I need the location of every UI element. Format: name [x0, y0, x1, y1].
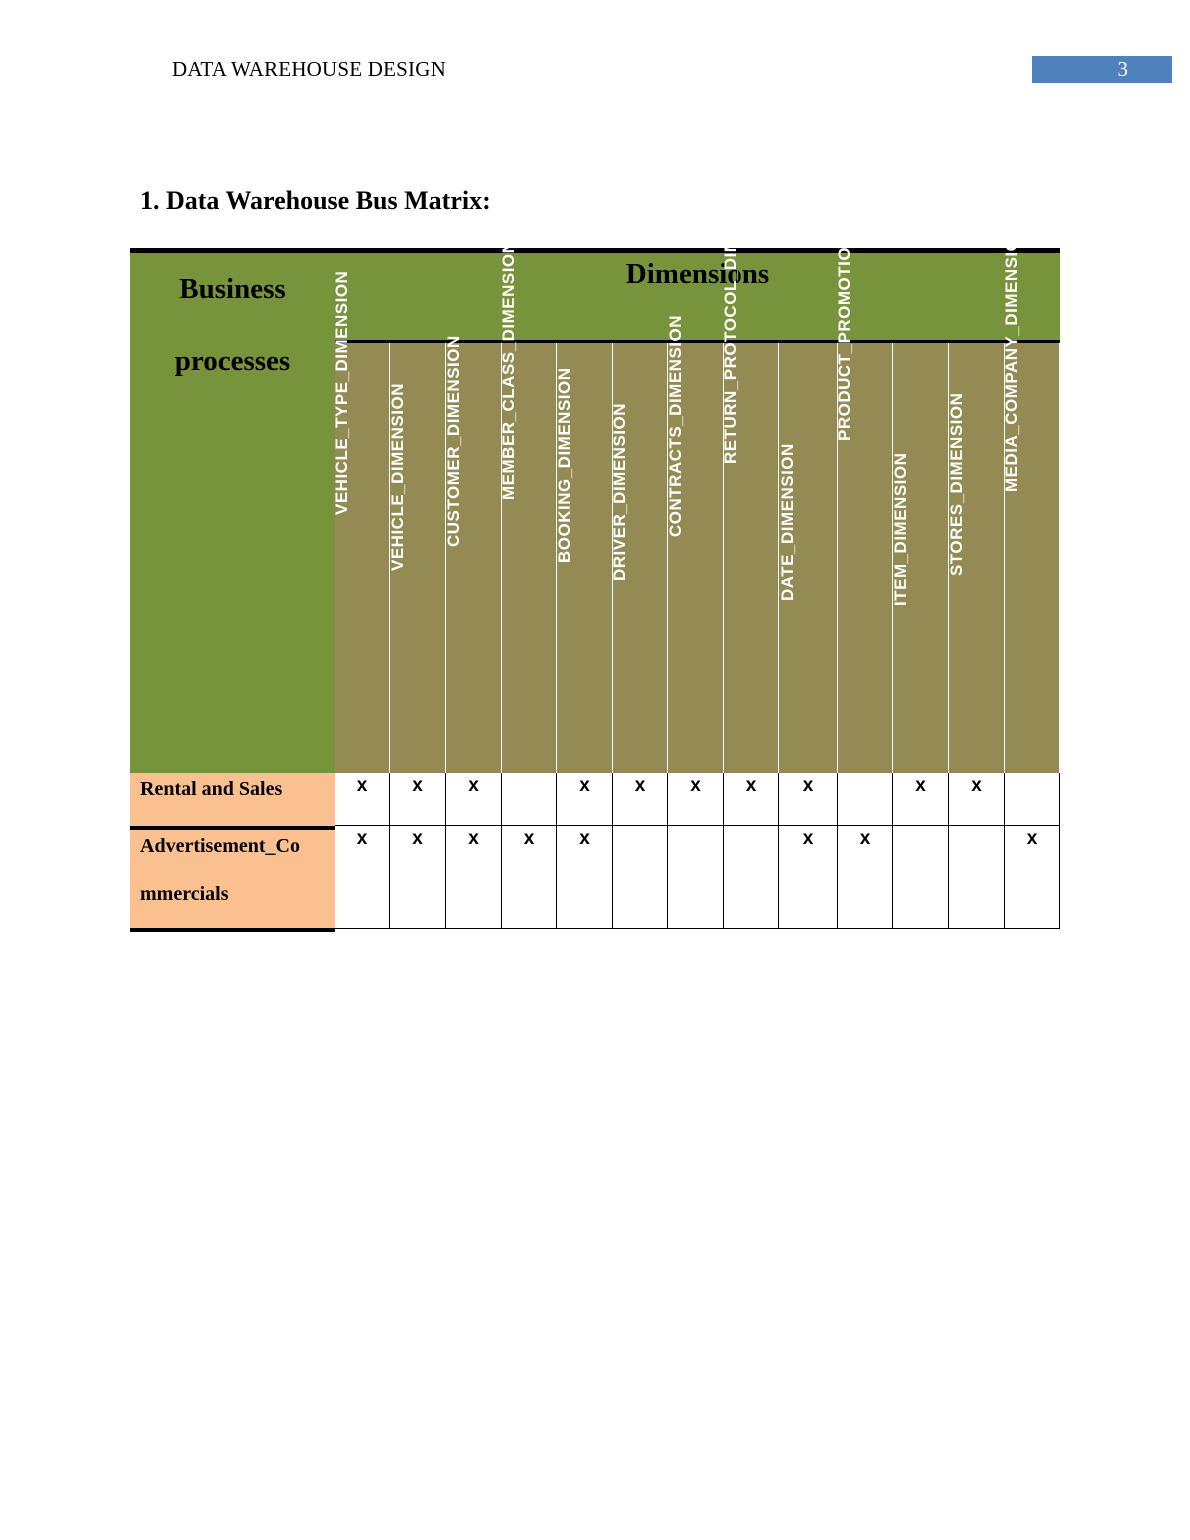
section-heading: 1. Data Warehouse Bus Matrix:: [140, 186, 491, 215]
matrix-cell: x: [779, 773, 838, 826]
process-row-label: [130, 773, 335, 826]
matrix-cell: [724, 826, 779, 929]
matrix-cell: x: [893, 773, 949, 826]
dimension-label: BOOKING_DIMENSION: [554, 367, 574, 564]
matrix-cell: x: [557, 773, 613, 826]
dimension-header-cell: [554, 343, 613, 773]
dimension-label: MEDIA_COMPANY_DIMENSION: [1002, 224, 1021, 492]
matrix-cell: x: [613, 773, 668, 826]
dimension-label: DATE_DIMENSION: [778, 443, 797, 602]
matrix-cell: [949, 826, 1005, 929]
dimension-label: STORES_DIMENSION: [946, 392, 966, 576]
dimension-header-cell: [499, 240, 557, 773]
process-label-line: mmercials: [140, 883, 229, 905]
matrix-cell: [893, 826, 949, 929]
dimension-header-cell: [946, 343, 1005, 773]
matrix-cell: x: [838, 826, 893, 929]
matrix-cell: x: [390, 773, 446, 826]
matrix-cell: [613, 826, 668, 929]
matrix-cell: x: [446, 826, 502, 929]
dimension-header-cell: [332, 270, 390, 773]
dimension-label: DRIVER_DIMENSION: [610, 402, 629, 581]
matrix-cell: x: [446, 773, 502, 826]
dimension-header-cell: [387, 343, 446, 773]
matrix-cell: [668, 826, 724, 929]
business-processes-header-cell: [130, 253, 335, 773]
matrix-cell: x: [335, 773, 390, 826]
matrix-cell: x: [335, 826, 390, 929]
matrix-cell: [838, 773, 893, 826]
dimension-header-cell: [890, 343, 949, 773]
matrix-cell: x: [949, 773, 1005, 826]
matrix-grid: [335, 773, 1060, 929]
dimension-label: CUSTOMER_DIMENSION: [443, 335, 463, 548]
dimension-header-cell: [779, 343, 838, 773]
dimension-label: CONTRACTS_DIMENSION: [665, 314, 685, 537]
matrix-cell: x: [390, 826, 446, 929]
dimension-header-cell: [835, 123, 893, 773]
matrix-cell: x: [1005, 826, 1060, 929]
dimension-header-cell: [721, 169, 779, 773]
matrix-cell: x: [557, 826, 613, 929]
process-label-line: Rental and Sales: [140, 778, 283, 800]
matrix-cell: x: [779, 826, 838, 929]
dimension-label: ITEM_DIMENSION: [890, 452, 910, 606]
dimension-header-cell: [443, 335, 502, 773]
business-processes-label-line-2: processes: [174, 345, 291, 377]
dimension-header-cell: [665, 314, 724, 773]
business-processes-label: [130, 253, 335, 397]
dimension-label: RETURN_PROTOCOL_DIMENSION: [721, 169, 740, 465]
table-bottom-border: [130, 928, 335, 932]
dimension-label: VEHICLE_DIMENSION: [387, 383, 407, 572]
matrix-cell: x: [668, 773, 724, 826]
business-processes-label-line-1: Business: [179, 273, 286, 305]
matrix-cell: x: [724, 773, 779, 826]
page-number-badge: 3: [1032, 56, 1172, 83]
dimension-column-headers: [332, 123, 1060, 773]
process-label-line: Advertisement_Co: [140, 835, 300, 857]
running-header-title: DATA WAREHOUSE DESIGN: [172, 57, 446, 81]
process-row-label: [130, 830, 335, 930]
dimensions-label: Dimensions: [625, 258, 770, 290]
dimensions-header-cell: [335, 253, 1060, 340]
dimension-header-cell: [610, 343, 668, 773]
matrix-cell: x: [502, 826, 557, 929]
dimension-label: PRODUCT_PROMOTION_DIMENSION: [835, 123, 854, 442]
matrix-cell: [1005, 773, 1060, 826]
dimension-label: MEMBER_CLASS_DIMENSION: [499, 240, 518, 500]
dimension-label: VEHICLE_TYPE_DIMENSION: [332, 270, 351, 515]
dimension-header-cell: [1002, 224, 1060, 773]
matrix-cell: [502, 773, 557, 826]
